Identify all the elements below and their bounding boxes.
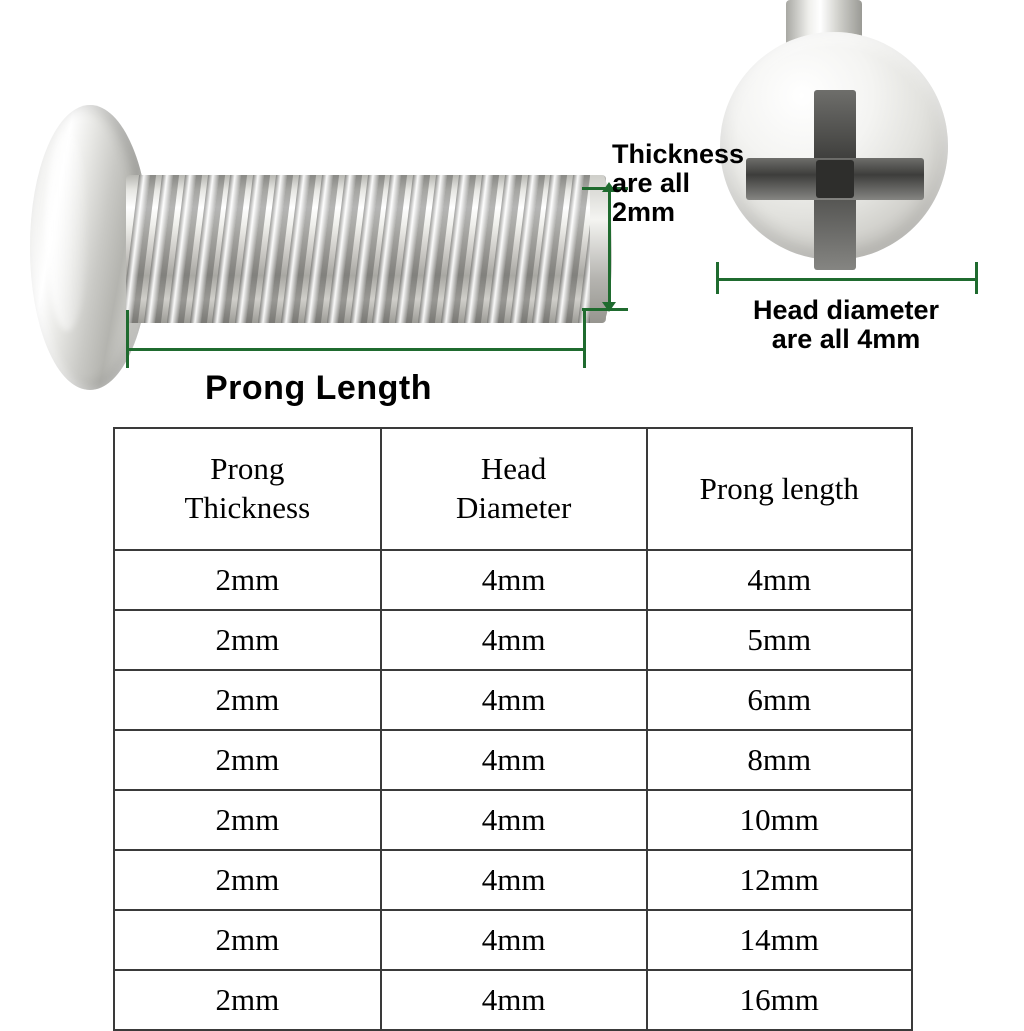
table-cell: 4mm: [381, 850, 647, 910]
table-cell: 4mm: [381, 970, 647, 1030]
column-header-head-diameter-line-1: Head: [480, 451, 547, 487]
prong-length-tick-right: [583, 310, 586, 368]
table-cell: 4mm: [381, 550, 647, 610]
table-cell: 4mm: [381, 610, 647, 670]
table-cell: 2mm: [114, 730, 381, 790]
table-cell: 2mm: [114, 910, 381, 970]
table-cell: 2mm: [114, 550, 381, 610]
head-diameter-tick-right: [975, 262, 978, 294]
table-cell: 10mm: [647, 790, 912, 850]
thickness-annotation-label: [612, 140, 762, 227]
prong-length-dimension-line: [126, 348, 586, 351]
screw-specification-illustration: [0, 0, 1024, 425]
table-row: [114, 850, 912, 910]
prong-length-tick-left: [126, 310, 129, 368]
thickness-dimension-line: [608, 190, 611, 310]
column-header-prong-thickness: [114, 428, 381, 550]
column-header-prong-length: [647, 428, 912, 550]
table-cell: 2mm: [114, 850, 381, 910]
table-cell: 4mm: [381, 670, 647, 730]
thickness-label-line-3: 2mm: [612, 197, 676, 228]
screw-specification-table: [113, 427, 913, 1031]
table-cell: 14mm: [647, 910, 912, 970]
table-body: [114, 550, 912, 1030]
thickness-label-line-1: Thickness: [612, 139, 745, 169]
table-row: [114, 550, 912, 610]
head-diameter-label-line-2: are all 4mm: [771, 324, 921, 355]
table-cell: 2mm: [114, 610, 381, 670]
prong-length-annotation-label: Prong Length: [205, 369, 432, 407]
thickness-extension-bottom: [582, 308, 628, 311]
thickness-label-line-2: are all: [612, 168, 691, 199]
table-cell: 4mm: [381, 790, 647, 850]
column-header-prong-length-line-1: Prong length: [699, 470, 859, 506]
table-cell: 6mm: [647, 670, 912, 730]
table-row: [114, 790, 912, 850]
table-cell: 2mm: [114, 670, 381, 730]
head-diameter-tick-left: [716, 262, 719, 294]
table-cell: 5mm: [647, 610, 912, 670]
table-header-row: [114, 428, 912, 550]
column-header-head-diameter-line-2: Diameter: [455, 490, 572, 525]
table-row: [114, 970, 912, 1030]
column-header-prong-thickness-line-2: Thickness: [184, 490, 311, 525]
column-header-prong-thickness-line-1: Prong: [210, 451, 285, 487]
table-row: [114, 730, 912, 790]
table-row: [114, 670, 912, 730]
table-cell: 16mm: [647, 970, 912, 1030]
table-row: [114, 610, 912, 670]
table-cell: 2mm: [114, 970, 381, 1030]
table-cell: 2mm: [114, 790, 381, 850]
table-cell: 4mm: [647, 550, 912, 610]
table-row: [114, 910, 912, 970]
head-diameter-annotation-label: [726, 296, 966, 354]
table-cell: 4mm: [381, 910, 647, 970]
phillips-slot-center: [816, 160, 854, 198]
head-diameter-label-line-1: Head diameter: [752, 295, 940, 325]
screw-threads: [126, 175, 606, 323]
table-cell: 12mm: [647, 850, 912, 910]
table-cell: 8mm: [647, 730, 912, 790]
head-diameter-dimension-line: [716, 278, 978, 281]
table-cell: 4mm: [381, 730, 647, 790]
column-header-head-diameter: [381, 428, 647, 550]
